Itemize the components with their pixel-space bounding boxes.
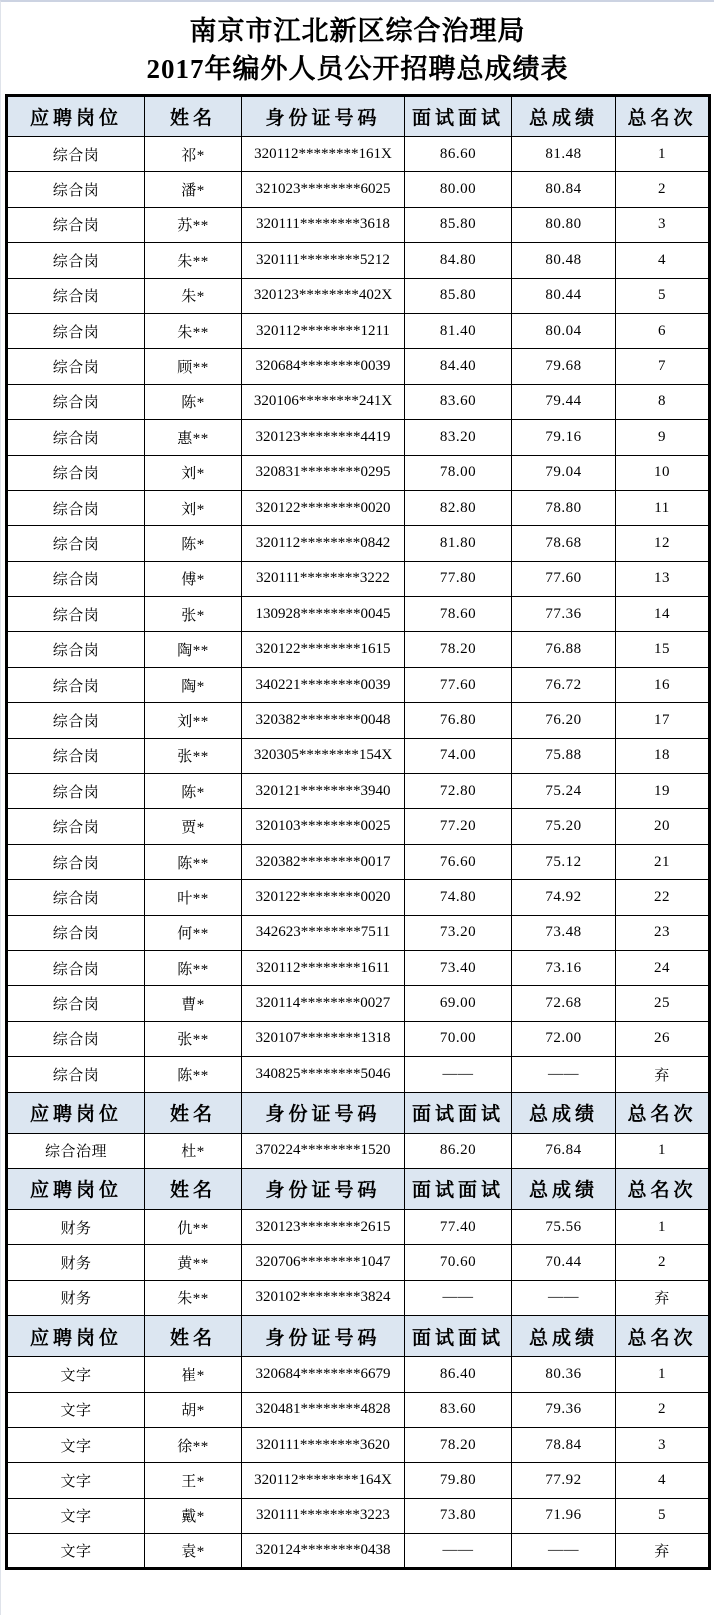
cell-interview-score: 81.40 xyxy=(405,313,512,348)
table-row xyxy=(7,1245,710,1280)
cell-name: 潘* xyxy=(145,172,242,207)
cell-interview-score: 78.60 xyxy=(405,597,512,632)
cell-rank: 6 xyxy=(616,313,710,348)
column-header: 面试面试 xyxy=(405,1316,512,1357)
cell-rank: 24 xyxy=(616,950,710,985)
cell-rank: 弃 xyxy=(616,1280,710,1315)
cell-interview-score: 78.20 xyxy=(405,632,512,667)
cell-rank: 1 xyxy=(616,137,710,172)
cell-interview-score: 80.00 xyxy=(405,172,512,207)
cell-id-number: 320111********3618 xyxy=(242,207,405,242)
cell-rank: 15 xyxy=(616,632,710,667)
cell-position: 综合岗 xyxy=(7,243,145,278)
cell-position: 综合岗 xyxy=(7,455,145,490)
cell-name: 王* xyxy=(145,1463,242,1498)
cell-total-score: 80.80 xyxy=(512,207,616,242)
cell-interview-score: 85.80 xyxy=(405,278,512,313)
cell-position: 综合岗 xyxy=(7,278,145,313)
cell-name: 崔* xyxy=(145,1357,242,1392)
table-row xyxy=(7,349,710,384)
table-row xyxy=(7,667,710,702)
cell-position: 综合岗 xyxy=(7,349,145,384)
table-row xyxy=(7,172,710,207)
table-row xyxy=(7,1427,710,1462)
cell-position: 文字 xyxy=(7,1357,145,1392)
title-line-1: 南京市江北新区综合治理局 xyxy=(189,16,526,46)
cell-id-number: 320114********0027 xyxy=(242,986,405,1021)
cell-name: 黄** xyxy=(145,1245,242,1280)
table-row xyxy=(7,1534,710,1569)
cell-name: 祁* xyxy=(145,137,242,172)
header-row xyxy=(7,1168,710,1209)
column-header: 面试面试 xyxy=(405,1092,512,1133)
cell-interview-score: 73.80 xyxy=(405,1498,512,1533)
cell-interview-score: 78.20 xyxy=(405,1427,512,1462)
cell-rank: 4 xyxy=(616,1463,710,1498)
cell-total-score: 76.84 xyxy=(512,1133,616,1168)
table-row xyxy=(7,420,710,455)
cell-name: 何** xyxy=(145,915,242,950)
cell-rank: 18 xyxy=(616,738,710,773)
cell-name: 徐** xyxy=(145,1427,242,1462)
cell-interview-score: 85.80 xyxy=(405,207,512,242)
column-header: 总成绩 xyxy=(512,1168,616,1209)
column-header: 身份证号码 xyxy=(242,1168,405,1209)
cell-id-number: 320112********1611 xyxy=(242,950,405,985)
cell-position: 综合岗 xyxy=(7,137,145,172)
table-row xyxy=(7,986,710,1021)
column-header: 总名次 xyxy=(616,1168,710,1209)
cell-name: 刘* xyxy=(145,455,242,490)
cell-total-score: —— xyxy=(512,1057,616,1092)
cell-interview-score: 74.80 xyxy=(405,880,512,915)
cell-name: 杜* xyxy=(145,1133,242,1168)
cell-name: 陈** xyxy=(145,844,242,879)
cell-total-score: 71.96 xyxy=(512,1498,616,1533)
column-header: 总成绩 xyxy=(512,1316,616,1357)
cell-name: 朱** xyxy=(145,243,242,278)
cell-rank: 9 xyxy=(616,420,710,455)
cell-total-score: 73.16 xyxy=(512,950,616,985)
cell-interview-score: 86.20 xyxy=(405,1133,512,1168)
table-row xyxy=(7,1057,710,1092)
cell-rank: 17 xyxy=(616,703,710,738)
cell-total-score: 81.48 xyxy=(512,137,616,172)
cell-interview-score: 79.80 xyxy=(405,1463,512,1498)
cell-position: 综合岗 xyxy=(7,420,145,455)
cell-interview-score: —— xyxy=(405,1534,512,1569)
cell-interview-score: 77.60 xyxy=(405,667,512,702)
column-header: 面试面试 xyxy=(405,1168,512,1209)
cell-total-score: 72.68 xyxy=(512,986,616,1021)
table-row xyxy=(7,243,710,278)
table-row xyxy=(7,313,710,348)
cell-position: 文字 xyxy=(7,1392,145,1427)
cell-total-score: 77.36 xyxy=(512,597,616,632)
cell-interview-score: 73.40 xyxy=(405,950,512,985)
cell-name: 惠** xyxy=(145,420,242,455)
cell-id-number: 320684********0039 xyxy=(242,349,405,384)
cell-position: 综合岗 xyxy=(7,561,145,596)
cell-interview-score: 86.40 xyxy=(405,1357,512,1392)
cell-rank: 23 xyxy=(616,915,710,950)
score-table-body xyxy=(7,96,710,1569)
title-line-2: 2017年编外人员公开招聘总成绩表 xyxy=(146,54,569,84)
cell-rank: 19 xyxy=(616,774,710,809)
cell-total-score: 76.72 xyxy=(512,667,616,702)
cell-name: 曹* xyxy=(145,986,242,1021)
cell-total-score: 70.44 xyxy=(512,1245,616,1280)
cell-position: 综合岗 xyxy=(7,667,145,702)
cell-rank: 7 xyxy=(616,349,710,384)
cell-position: 财务 xyxy=(7,1280,145,1315)
cell-name: 陈** xyxy=(145,1057,242,1092)
cell-rank: 10 xyxy=(616,455,710,490)
column-header: 应聘岗位 xyxy=(7,96,145,137)
cell-rank: 1 xyxy=(616,1357,710,1392)
cell-position: 综合岗 xyxy=(7,986,145,1021)
cell-id-number: 320122********0020 xyxy=(242,490,405,525)
table-row xyxy=(7,1357,710,1392)
cell-total-score: 77.60 xyxy=(512,561,616,596)
cell-total-score: —— xyxy=(512,1534,616,1569)
table-row xyxy=(7,1498,710,1533)
cell-id-number: 320124********0438 xyxy=(242,1534,405,1569)
table-row xyxy=(7,561,710,596)
cell-name: 戴* xyxy=(145,1498,242,1533)
cell-total-score: 79.16 xyxy=(512,420,616,455)
cell-name: 胡* xyxy=(145,1392,242,1427)
cell-rank: 16 xyxy=(616,667,710,702)
cell-name: 朱** xyxy=(145,313,242,348)
column-header: 身份证号码 xyxy=(242,1092,405,1133)
cell-rank: 25 xyxy=(616,986,710,1021)
cell-interview-score: 73.20 xyxy=(405,915,512,950)
cell-interview-score: 69.00 xyxy=(405,986,512,1021)
cell-position: 综合岗 xyxy=(7,809,145,844)
cell-total-score: 78.84 xyxy=(512,1427,616,1462)
cell-rank: 3 xyxy=(616,207,710,242)
cell-interview-score: 77.40 xyxy=(405,1209,512,1244)
table-row xyxy=(7,774,710,809)
cell-rank: 5 xyxy=(616,278,710,313)
column-header: 应聘岗位 xyxy=(7,1092,145,1133)
cell-name: 仇** xyxy=(145,1209,242,1244)
cell-total-score: —— xyxy=(512,1280,616,1315)
cell-rank: 21 xyxy=(616,844,710,879)
cell-position: 综合岗 xyxy=(7,597,145,632)
cell-total-score: 80.44 xyxy=(512,278,616,313)
column-header: 应聘岗位 xyxy=(7,1168,145,1209)
cell-rank: 4 xyxy=(616,243,710,278)
cell-rank: 2 xyxy=(616,1245,710,1280)
cell-id-number: 320305********154X xyxy=(242,738,405,773)
cell-id-number: 370224********1520 xyxy=(242,1133,405,1168)
cell-id-number: 320111********3620 xyxy=(242,1427,405,1462)
cell-position: 综合岗 xyxy=(7,172,145,207)
cell-position: 综合岗 xyxy=(7,1021,145,1056)
cell-interview-score: —— xyxy=(405,1057,512,1092)
cell-position: 综合岗 xyxy=(7,490,145,525)
score-table xyxy=(5,94,711,1570)
cell-total-score: 78.80 xyxy=(512,490,616,525)
cell-rank: 2 xyxy=(616,172,710,207)
cell-total-score: 78.68 xyxy=(512,526,616,561)
header-row xyxy=(7,1316,710,1357)
cell-position: 财务 xyxy=(7,1209,145,1244)
cell-interview-score: 70.00 xyxy=(405,1021,512,1056)
cell-interview-score: 82.80 xyxy=(405,490,512,525)
cell-total-score: 75.20 xyxy=(512,809,616,844)
cell-id-number: 320111********3223 xyxy=(242,1498,405,1533)
cell-interview-score: 84.40 xyxy=(405,349,512,384)
cell-total-score: 73.48 xyxy=(512,915,616,950)
cell-id-number: 320121********3940 xyxy=(242,774,405,809)
cell-total-score: 80.48 xyxy=(512,243,616,278)
table-row xyxy=(7,880,710,915)
cell-id-number: 320123********402X xyxy=(242,278,405,313)
cell-id-number: 320382********0017 xyxy=(242,844,405,879)
column-header: 应聘岗位 xyxy=(7,1316,145,1357)
cell-position: 文字 xyxy=(7,1534,145,1569)
cell-id-number: 320102********3824 xyxy=(242,1280,405,1315)
column-header: 总成绩 xyxy=(512,1092,616,1133)
cell-name: 苏** xyxy=(145,207,242,242)
cell-id-number: 320122********1615 xyxy=(242,632,405,667)
cell-interview-score: 86.60 xyxy=(405,137,512,172)
cell-rank: 8 xyxy=(616,384,710,419)
cell-id-number: 320481********4828 xyxy=(242,1392,405,1427)
cell-interview-score: 70.60 xyxy=(405,1245,512,1280)
cell-total-score: 74.92 xyxy=(512,880,616,915)
cell-total-score: 76.88 xyxy=(512,632,616,667)
cell-name: 刘* xyxy=(145,490,242,525)
column-header: 面试面试 xyxy=(405,96,512,137)
cell-id-number: 320831********0295 xyxy=(242,455,405,490)
cell-position: 综合治理 xyxy=(7,1133,145,1168)
cell-id-number: 320107********1318 xyxy=(242,1021,405,1056)
cell-rank: 5 xyxy=(616,1498,710,1533)
column-header: 姓名 xyxy=(145,1316,242,1357)
cell-position: 综合岗 xyxy=(7,915,145,950)
cell-name: 陈* xyxy=(145,774,242,809)
cell-interview-score: 83.20 xyxy=(405,420,512,455)
cell-id-number: 320123********2615 xyxy=(242,1209,405,1244)
cell-rank: 12 xyxy=(616,526,710,561)
cell-name: 贾* xyxy=(145,809,242,844)
cell-name: 张* xyxy=(145,597,242,632)
cell-position: 文字 xyxy=(7,1498,145,1533)
cell-id-number: 321023********6025 xyxy=(242,172,405,207)
cell-name: 傅* xyxy=(145,561,242,596)
cell-id-number: 130928********0045 xyxy=(242,597,405,632)
cell-id-number: 320112********0842 xyxy=(242,526,405,561)
header-row xyxy=(7,96,710,137)
cell-name: 张** xyxy=(145,1021,242,1056)
table-row xyxy=(7,1280,710,1315)
cell-interview-score: 77.80 xyxy=(405,561,512,596)
table-row xyxy=(7,950,710,985)
table-row xyxy=(7,1392,710,1427)
cell-total-score: 80.04 xyxy=(512,313,616,348)
cell-rank: 14 xyxy=(616,597,710,632)
cell-rank: 13 xyxy=(616,561,710,596)
column-header: 姓名 xyxy=(145,1168,242,1209)
cell-position: 文字 xyxy=(7,1463,145,1498)
column-header: 总名次 xyxy=(616,96,710,137)
cell-total-score: 79.36 xyxy=(512,1392,616,1427)
table-row xyxy=(7,632,710,667)
cell-interview-score: 83.60 xyxy=(405,384,512,419)
table-row xyxy=(7,703,710,738)
cell-interview-score: 81.80 xyxy=(405,526,512,561)
cell-total-score: 75.56 xyxy=(512,1209,616,1244)
cell-id-number: 320123********4419 xyxy=(242,420,405,455)
cell-position: 综合岗 xyxy=(7,774,145,809)
cell-interview-score: —— xyxy=(405,1280,512,1315)
cell-rank: 26 xyxy=(616,1021,710,1056)
table-row xyxy=(7,1463,710,1498)
cell-name: 陶* xyxy=(145,667,242,702)
table-row xyxy=(7,384,710,419)
cell-total-score: 80.84 xyxy=(512,172,616,207)
header-row xyxy=(7,1092,710,1133)
table-row xyxy=(7,455,710,490)
cell-id-number: 320706********1047 xyxy=(242,1245,405,1280)
cell-name: 张** xyxy=(145,738,242,773)
cell-name: 朱** xyxy=(145,1280,242,1315)
cell-rank: 3 xyxy=(616,1427,710,1462)
table-row xyxy=(7,207,710,242)
column-header: 姓名 xyxy=(145,96,242,137)
column-header: 身份证号码 xyxy=(242,96,405,137)
cell-name: 陈** xyxy=(145,950,242,985)
cell-id-number: 320103********0025 xyxy=(242,809,405,844)
table-row xyxy=(7,809,710,844)
cell-id-number: 320111********3222 xyxy=(242,561,405,596)
table-row xyxy=(7,1209,710,1244)
cell-id-number: 320112********161X xyxy=(242,137,405,172)
cell-position: 综合岗 xyxy=(7,313,145,348)
cell-position: 综合岗 xyxy=(7,526,145,561)
cell-rank: 弃 xyxy=(616,1057,710,1092)
cell-name: 叶** xyxy=(145,880,242,915)
cell-total-score: 76.20 xyxy=(512,703,616,738)
column-header: 姓名 xyxy=(145,1092,242,1133)
cell-interview-score: 84.80 xyxy=(405,243,512,278)
cell-total-score: 75.88 xyxy=(512,738,616,773)
cell-position: 综合岗 xyxy=(7,384,145,419)
cell-rank: 20 xyxy=(616,809,710,844)
cell-id-number: 340221********0039 xyxy=(242,667,405,702)
cell-id-number: 342623********7511 xyxy=(242,915,405,950)
cell-rank: 1 xyxy=(616,1209,710,1244)
cell-rank: 22 xyxy=(616,880,710,915)
cell-total-score: 79.68 xyxy=(512,349,616,384)
cell-rank: 2 xyxy=(616,1392,710,1427)
cell-id-number: 320122********0020 xyxy=(242,880,405,915)
cell-id-number: 340825********5046 xyxy=(242,1057,405,1092)
table-row xyxy=(7,490,710,525)
table-row xyxy=(7,597,710,632)
cell-total-score: 79.04 xyxy=(512,455,616,490)
cell-position: 综合岗 xyxy=(7,703,145,738)
column-header: 总名次 xyxy=(616,1316,710,1357)
table-row xyxy=(7,1133,710,1168)
table-row xyxy=(7,137,710,172)
cell-total-score: 75.24 xyxy=(512,774,616,809)
cell-position: 综合岗 xyxy=(7,844,145,879)
cell-name: 袁* xyxy=(145,1534,242,1569)
cell-interview-score: 76.60 xyxy=(405,844,512,879)
cell-position: 综合岗 xyxy=(7,1057,145,1092)
cell-interview-score: 77.20 xyxy=(405,809,512,844)
cell-total-score: 80.36 xyxy=(512,1357,616,1392)
table-row xyxy=(7,278,710,313)
cell-total-score: 72.00 xyxy=(512,1021,616,1056)
cell-position: 综合岗 xyxy=(7,738,145,773)
cell-name: 陈* xyxy=(145,526,242,561)
cell-id-number: 320684********6679 xyxy=(242,1357,405,1392)
column-header: 总成绩 xyxy=(512,96,616,137)
cell-total-score: 79.44 xyxy=(512,384,616,419)
cell-interview-score: 83.60 xyxy=(405,1392,512,1427)
table-row xyxy=(7,526,710,561)
cell-position: 综合岗 xyxy=(7,950,145,985)
cell-interview-score: 72.80 xyxy=(405,774,512,809)
cell-rank: 弃 xyxy=(616,1534,710,1569)
cell-interview-score: 78.00 xyxy=(405,455,512,490)
cell-id-number: 320112********164X xyxy=(242,1463,405,1498)
cell-id-number: 320111********5212 xyxy=(242,243,405,278)
cell-interview-score: 74.00 xyxy=(405,738,512,773)
cell-position: 综合岗 xyxy=(7,632,145,667)
cell-name: 朱* xyxy=(145,278,242,313)
cell-position: 综合岗 xyxy=(7,207,145,242)
cell-total-score: 77.92 xyxy=(512,1463,616,1498)
table-row xyxy=(7,844,710,879)
cell-total-score: 75.12 xyxy=(512,844,616,879)
cell-name: 陶** xyxy=(145,632,242,667)
table-row xyxy=(7,915,710,950)
table-row xyxy=(7,1021,710,1056)
page-title xyxy=(1,2,714,94)
cell-name: 顾** xyxy=(145,349,242,384)
cell-position: 文字 xyxy=(7,1427,145,1462)
column-header: 总名次 xyxy=(616,1092,710,1133)
cell-id-number: 320106********241X xyxy=(242,384,405,419)
cell-rank: 11 xyxy=(616,490,710,525)
cell-name: 刘** xyxy=(145,703,242,738)
cell-rank: 1 xyxy=(616,1133,710,1168)
cell-id-number: 320382********0048 xyxy=(242,703,405,738)
table-row xyxy=(7,738,710,773)
cell-position: 财务 xyxy=(7,1245,145,1280)
column-header: 身份证号码 xyxy=(242,1316,405,1357)
cell-interview-score: 76.80 xyxy=(405,703,512,738)
cell-position: 综合岗 xyxy=(7,880,145,915)
cell-name: 陈* xyxy=(145,384,242,419)
cell-id-number: 320112********1211 xyxy=(242,313,405,348)
